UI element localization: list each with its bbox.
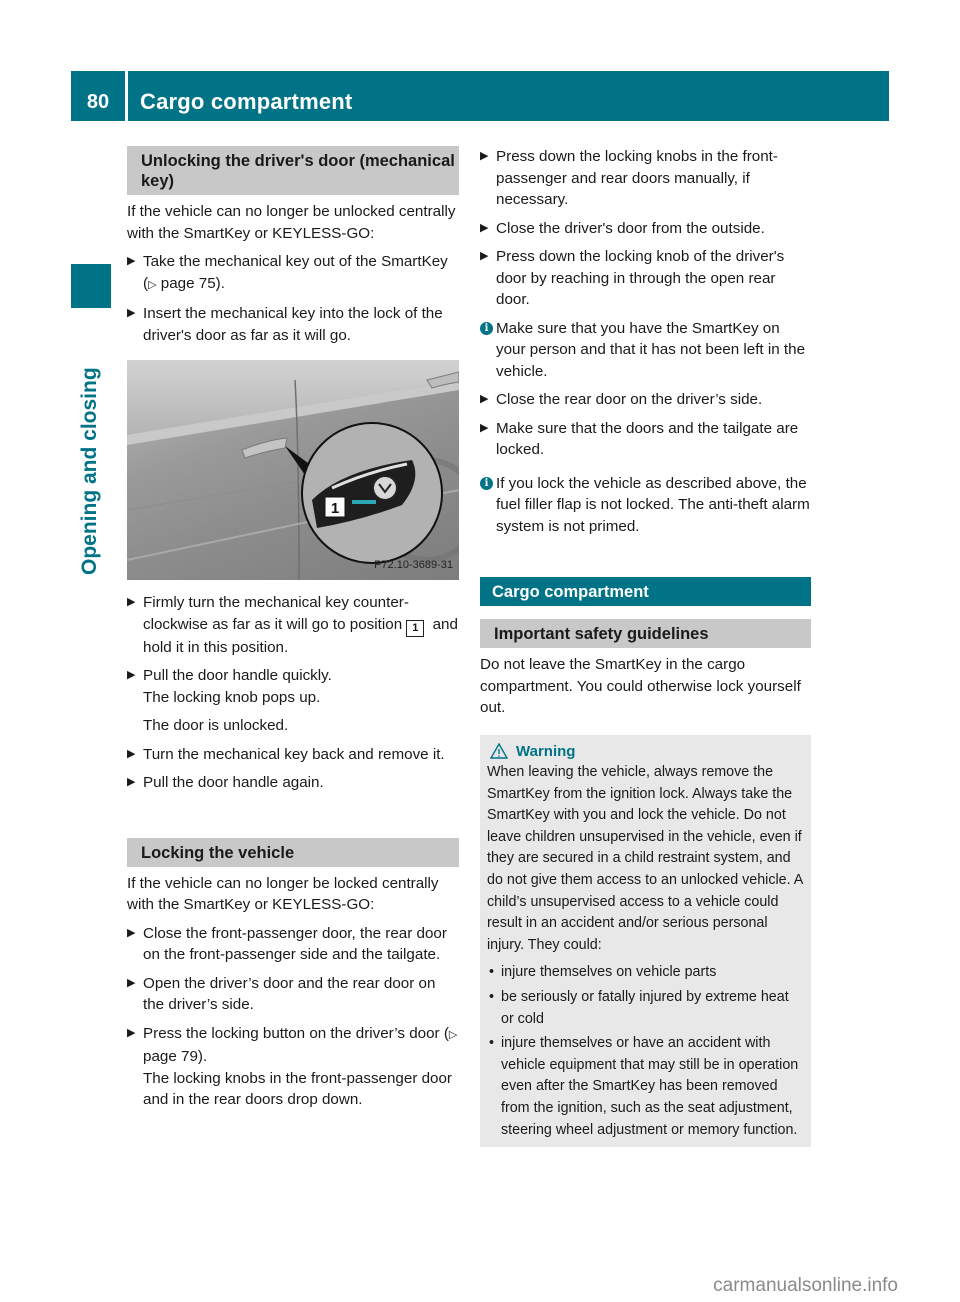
step-arrow-icon: ▶ <box>127 596 136 608</box>
left-column <box>127 146 459 1118</box>
step-item: ▶ Close the driver's door from the outside. <box>480 218 811 240</box>
step-result: The locking knob pops up. <box>143 688 321 706</box>
section-heading: Locking the vehicle <box>127 838 459 867</box>
warning-bullet: • injure themselves or have an accident with vehicle equipment that may still be in operation even after the SmartKey has been removed from the ignition, such as the seat adjustment, steering wheel adjustment or memory function. <box>489 1035 799 1138</box>
section-heading: Unlocking the driver's door (mechanical key) <box>127 146 459 195</box>
side-tab-label: Opening and closing <box>78 367 101 575</box>
step-item: ▶ Press down the locking knob of the driver's door by reaching in through the open rear door. <box>480 248 785 308</box>
step-arrow-icon: ▶ <box>127 747 136 760</box>
step-arrow-icon: ▶ <box>480 150 489 162</box>
page-header <box>128 71 889 121</box>
step-arrow-icon: ▶ <box>127 926 136 939</box>
step-arrow-icon: ▶ <box>480 221 489 234</box>
warning-bullet: • injure themselves on vehicle parts <box>487 962 803 984</box>
warning-body: When leaving the vehicle, always remove the SmartKey from the ignition lock. Always take the SmartKey with you and lock the vehicle. Do not leave children unsupervised in the vehicle, even if they are secured in a child restraint system, and do not give them access to an unlocked vehicle. A child’s unsupervised access to a vehicle could result in an accident and/or serious personal injury. They could: <box>487 764 803 953</box>
subsection-text: Do not leave the SmartKey in the cargo compartment. You could otherwise lock yourself out. <box>480 656 801 716</box>
page-number: 80 <box>86 91 110 113</box>
section-title: Cargo compartment <box>480 577 811 606</box>
info-note: i If you lock the vehicle as described above, the fuel filler flap is not locked. The anti-theft alarm system is not primed. <box>480 473 811 538</box>
step-item: ▶ Press down the locking knobs in the front-passenger and rear doors manually, if necessary. <box>480 148 778 208</box>
step-item: ▶ Pull the door handle quickly. The locking knob pops up. The door is unlocked. <box>127 665 459 737</box>
step-item: ▶ Insert the mechanical key into the lock of the driver's door as far as it will go. <box>127 305 443 344</box>
bullet-icon: • <box>489 989 495 1006</box>
step-item: ▶ Pull the door handle again. <box>127 772 459 794</box>
step-item: ▶ Take the mechanical key out of the SmartKey (▷ page 75). <box>127 253 448 292</box>
step-item: ▶ Firmly turn the mechanical key counter-clockwise as far as it will go to position 1 and hold it in this position. <box>127 594 458 656</box>
subsection-heading: Important safety guidelines <box>480 619 811 648</box>
bullet-icon: • <box>489 1035 495 1052</box>
warning-box <box>480 735 811 1148</box>
bullet-icon: • <box>489 964 495 981</box>
step-arrow-icon: ▶ <box>127 976 136 989</box>
right-column <box>480 146 811 1147</box>
watermark: carmanualsonline.info <box>713 1275 898 1296</box>
step-arrow-icon: ▶ <box>480 250 489 262</box>
info-icon: i <box>480 322 493 335</box>
step-item: ▶ Open the driver’s door and the rear door on the driver’s side. <box>127 974 436 1013</box>
step-item: ▶ Close the rear door on the driver’s side. <box>480 389 811 411</box>
step-arrow-icon: ▶ <box>127 255 136 267</box>
car-door-image <box>127 360 459 580</box>
step-result: The locking knobs in the front-passenger door and in the rear doors drop down. <box>143 1069 452 1108</box>
info-note: i Make sure that you have the SmartKey on your person and that it has not been left in the vehicle. <box>480 318 811 383</box>
info-icon: i <box>480 477 493 490</box>
warning-triangle-icon <box>490 743 508 759</box>
warning-bullet: • be seriously or fatally injured by extreme heat or cold <box>489 989 789 1027</box>
step-arrow-icon: ▶ <box>127 776 136 788</box>
step-arrow-icon: ▶ <box>127 1026 136 1039</box>
page-reference-link[interactable]: page 79). <box>143 1048 208 1065</box>
step-item: ▶ Close the front-passenger door, the rear door on the front-passenger side and the tailgate. <box>127 924 447 963</box>
warning-header <box>487 741 803 763</box>
step-result: The door is unlocked. <box>143 717 289 734</box>
step-arrow-icon: ▶ <box>127 669 136 681</box>
intro-text: If the vehicle can no longer be locked centrally with the SmartKey or KEYLESS-GO: <box>127 874 439 913</box>
door-lock-illustration <box>127 360 459 580</box>
page-ref-icon: ▷ <box>148 278 157 291</box>
step-arrow-icon: ▶ <box>480 393 489 405</box>
position-number-box: 1 <box>406 620 424 637</box>
page-number-box <box>71 71 125 121</box>
side-tab-marker <box>71 264 111 308</box>
step-item: ▶ Make sure that the doors and the tailgate are locked. <box>480 419 799 458</box>
warning-title: Warning <box>516 742 576 760</box>
step-arrow-icon: ▶ <box>480 421 489 434</box>
page-reference-link[interactable]: page 75). <box>156 274 225 292</box>
step-item: ▶ Turn the mechanical key back and remove it. <box>127 744 459 766</box>
page-title: Cargo compartment <box>140 89 353 114</box>
intro-text: If the vehicle can no longer be unlocked centrally with the SmartKey or KEYLESS-GO: <box>127 203 456 242</box>
svg-text:1: 1 <box>330 500 340 517</box>
step-arrow-icon: ▶ <box>127 307 136 319</box>
page-ref-icon: ▷ <box>448 1028 458 1041</box>
step-item: ▶ Press the locking button on the driver’s door (▷ page 79). The locking knobs in the front-passenger door and in the rear doors drop down. <box>127 1023 459 1111</box>
figure-caption: P72.10-3689-31 <box>374 558 453 571</box>
